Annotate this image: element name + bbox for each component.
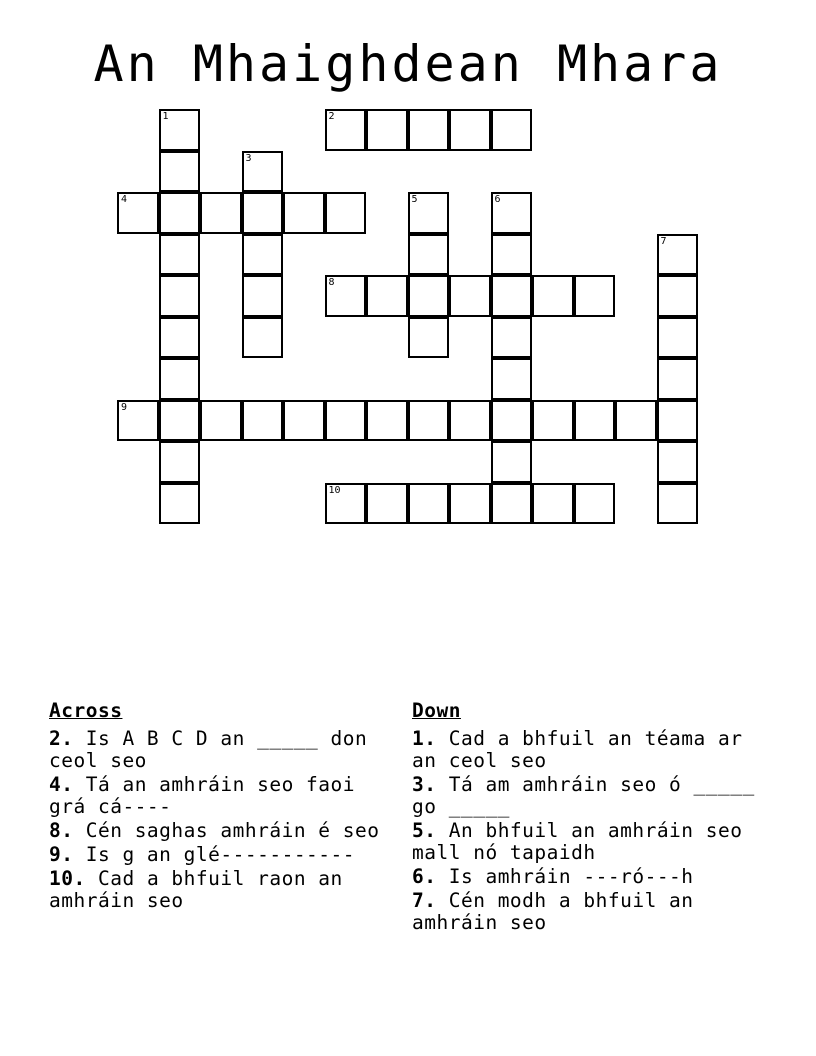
cell-number: 10 <box>328 484 341 496</box>
grid-cell[interactable] <box>408 109 450 151</box>
clue-number: 5. <box>412 819 437 842</box>
clue-text: Cén modh a bhfuil an amhráin seo <box>412 889 706 934</box>
grid-cell[interactable] <box>159 151 201 193</box>
grid-cell[interactable] <box>657 317 699 359</box>
clue-text: Is A B C D an _____ don ceol seo <box>49 727 380 772</box>
grid-cell[interactable] <box>366 483 408 525</box>
grid-cell[interactable] <box>657 358 699 400</box>
grid-cell[interactable] <box>657 483 699 525</box>
grid-cell[interactable] <box>491 234 533 276</box>
grid-cell[interactable] <box>200 400 242 442</box>
clue-text: Is g an glé----------- <box>85 843 356 866</box>
across-clue-9 <box>49 844 394 866</box>
down-clue-6 <box>412 866 757 888</box>
grid-cell[interactable] <box>117 192 159 234</box>
grid-cell[interactable] <box>200 192 242 234</box>
grid-cell[interactable] <box>159 358 201 400</box>
grid-cell[interactable] <box>449 483 491 525</box>
grid-cell[interactable] <box>159 400 201 442</box>
across-heading: Across <box>49 699 123 722</box>
clue-text: Cad a bhfuil raon an amhráin seo <box>49 867 356 912</box>
grid-cell[interactable] <box>159 483 201 525</box>
grid-cell[interactable] <box>491 358 533 400</box>
grid-cell[interactable] <box>491 483 533 525</box>
grid-cell[interactable] <box>325 483 367 525</box>
cell-number: 6 <box>494 194 501 205</box>
clue-text: Tá an amhráin seo faoi grá cá---- <box>49 773 368 818</box>
grid-cell[interactable] <box>491 275 533 317</box>
grid-cell[interactable] <box>242 400 284 442</box>
grid-cell[interactable] <box>408 234 450 276</box>
grid-cell[interactable] <box>408 275 450 317</box>
cell-number: 3 <box>245 152 252 164</box>
grid-cell[interactable] <box>242 234 284 276</box>
clue-number: 3. <box>412 773 437 796</box>
grid-cell[interactable] <box>574 400 616 442</box>
grid-cell[interactable] <box>283 192 325 234</box>
grid-cell[interactable] <box>574 275 616 317</box>
grid-cell[interactable] <box>408 317 450 359</box>
grid-cell[interactable] <box>657 234 699 276</box>
clue-number: 6. <box>412 865 437 888</box>
down-clue-5 <box>412 820 757 864</box>
clue-number: 8. <box>49 819 74 842</box>
clue-text: Cad a bhfuil an téama ar an ceol seo <box>412 727 755 772</box>
grid-cell[interactable] <box>449 400 491 442</box>
down-clues <box>412 699 767 936</box>
across-clues <box>49 700 394 914</box>
clue-text: Tá am amhráin seo ó _____ go _____ <box>412 773 767 818</box>
grid-cell[interactable] <box>408 192 450 234</box>
clue-number: 1. <box>412 727 437 750</box>
across-clue-2 <box>49 728 394 772</box>
grid-cell[interactable] <box>325 109 367 151</box>
across-clue-4 <box>49 774 394 818</box>
down-clue-7 <box>412 890 757 934</box>
grid-cell[interactable] <box>325 192 367 234</box>
clue-text: Is amhráin ---ró---h <box>448 865 694 888</box>
grid-cell[interactable] <box>325 400 367 442</box>
across-clue-10 <box>49 868 394 912</box>
grid-cell[interactable] <box>408 400 450 442</box>
clue-text: Cén saghas amhráin é seo <box>85 819 380 842</box>
across-clue-8 <box>49 820 394 842</box>
clue-number: 2. <box>49 727 74 750</box>
grid-cell[interactable] <box>159 441 201 483</box>
grid-cell[interactable] <box>615 400 657 442</box>
grid-cell[interactable] <box>325 275 367 317</box>
grid-cell[interactable] <box>159 317 201 359</box>
cell-number: 2 <box>328 111 335 122</box>
down-clue-3 <box>412 773 767 818</box>
down-heading: Down <box>412 699 461 722</box>
clue-number: 10. <box>49 867 86 890</box>
clue-number: 4. <box>49 773 74 796</box>
cell-number: 5 <box>411 194 418 205</box>
clue-number: 7. <box>412 889 437 912</box>
cell-number: 8 <box>328 277 335 288</box>
grid-cell[interactable] <box>159 192 201 234</box>
grid-cell[interactable] <box>242 275 284 317</box>
grid-cell[interactable] <box>532 483 574 525</box>
cell-number: 9 <box>121 401 128 413</box>
down-clue-1 <box>412 728 757 772</box>
grid-cell[interactable] <box>491 192 533 234</box>
grid-cell[interactable] <box>159 109 201 151</box>
clue-text: An bhfuil an amhráin seo mall nó tapaidh <box>412 819 755 864</box>
grid-cell[interactable] <box>366 400 408 442</box>
grid-cell[interactable] <box>657 400 699 442</box>
grid-cell[interactable] <box>159 234 201 276</box>
grid-cell[interactable] <box>449 275 491 317</box>
grid-cell[interactable] <box>366 109 408 151</box>
grid-cell[interactable] <box>242 317 284 359</box>
clue-number: 9. <box>49 843 74 866</box>
grid-cell[interactable] <box>159 275 201 317</box>
grid-cell[interactable] <box>117 400 159 442</box>
grid-cell[interactable] <box>532 400 574 442</box>
cell-number: 7 <box>660 235 667 247</box>
page-title: An Mhaighdean Mhara <box>93 35 723 93</box>
grid-cell[interactable] <box>532 275 574 317</box>
grid-cell[interactable] <box>491 317 533 359</box>
grid-cell[interactable] <box>491 109 533 151</box>
grid-cell[interactable] <box>242 151 284 193</box>
grid-cell[interactable] <box>491 441 533 483</box>
grid-cell[interactable] <box>657 441 699 483</box>
grid-cell[interactable] <box>657 275 699 317</box>
cell-number: 1 <box>162 111 169 122</box>
grid-cell[interactable] <box>491 400 533 442</box>
grid-cell[interactable] <box>574 483 616 525</box>
cell-number: 4 <box>121 194 128 205</box>
grid-cell[interactable] <box>366 275 408 317</box>
grid-cell[interactable] <box>408 483 450 525</box>
grid-cell[interactable] <box>283 400 325 442</box>
grid-cell[interactable] <box>242 192 284 234</box>
grid-cell[interactable] <box>449 109 491 151</box>
